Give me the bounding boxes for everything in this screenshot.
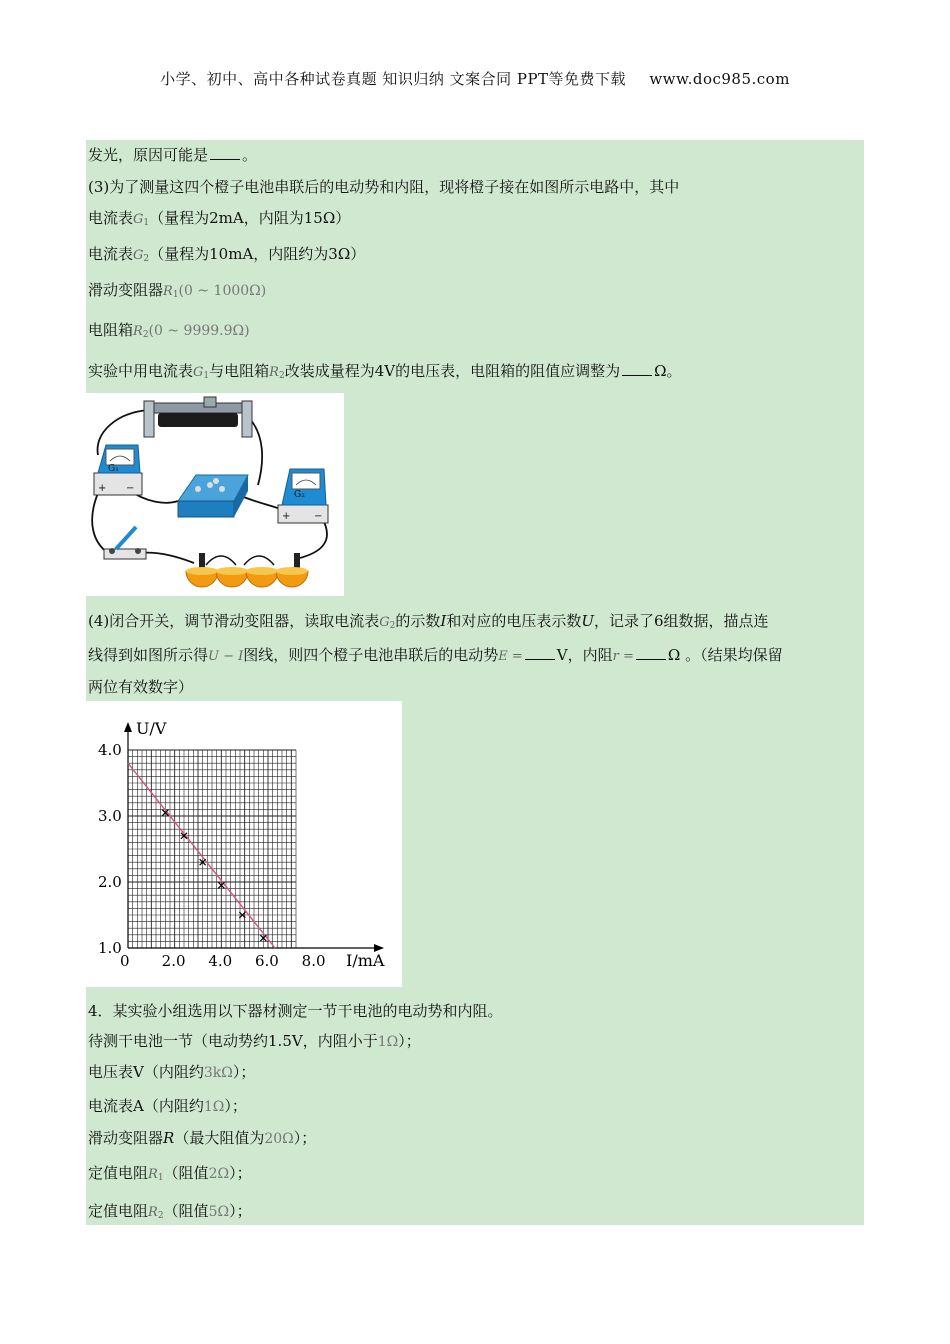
ammeter-g2-icon (278, 469, 328, 523)
r1-symbol: $R_1$ (163, 284, 179, 300)
material-voltmeter: 电压表V（内阻约3kΩ）； (88, 1063, 256, 1081)
svg-text:+: + (282, 511, 291, 522)
rheostat-icon (144, 397, 252, 437)
material-resistor-r2: 定值电阻$R_2$（阻值5Ω）； (88, 1202, 252, 1221)
answer-blank (210, 145, 240, 160)
ui-chart (86, 701, 402, 987)
ammeter-g2-spec: 电流表$G_2$（量程为10mA，内阻约为3Ω） (88, 245, 366, 264)
part-4-line-1: (4)闭合开关，调节滑动变阻器，读取电流表$G_2$的示数I和对应的电压表示数U，记录了6组数据，描点连 (88, 612, 769, 631)
resistance-box-icon (178, 475, 248, 517)
answer-blank (622, 361, 652, 376)
voltmeter-conversion-question: 实验中用电流表$G_1$与电阻箱$R_2$改装成量程为4V的电压表，电阻箱的阻值应调整为 Ω。 (88, 362, 682, 381)
part-4-line-2: 线得到如图所示得U − I图线，则四个橙子电池串联后的电动势E = V，内阻r = Ω 。（结果均保留 (88, 646, 783, 664)
orange-batteries-icon (186, 553, 308, 587)
circuit-figure (86, 393, 344, 596)
r2-symbol: $R_2$ (133, 324, 149, 340)
ui-chart-figure (86, 701, 402, 987)
question-4-title: 4．某实验小组选用以下器材测定一节干电池的电动势和内阻。 (88, 1002, 503, 1020)
header-text: 小学、初中、高中各种试卷真题 知识归纳 文案合同 PPT等免费下载 (160, 70, 627, 88)
y-tick-label: 4.0 (98, 741, 122, 759)
x-tick-label: 4.0 (208, 952, 233, 970)
y-tick-label: 2.0 (98, 873, 122, 891)
material-rheostat: 滑动变阻器R（最大阻值为20Ω）； (88, 1129, 317, 1147)
page-header (0, 68, 950, 89)
answer-blank (636, 645, 666, 660)
svg-text:G₂: G₂ (294, 490, 305, 500)
switch-icon (104, 527, 146, 559)
g1-symbol: $G_1$ (133, 212, 150, 228)
y-axis-label: U/V (136, 719, 167, 738)
part-4-line-3: 两位有效数字） (88, 678, 194, 696)
svg-text:+: + (98, 483, 107, 494)
rheostat-r1-spec: 滑动变阻器$R_1(0$ ~ 1000Ω) (88, 281, 267, 300)
ammeter-g1-icon (94, 445, 142, 495)
svg-text:−: − (314, 511, 323, 522)
material-battery: 待测干电池一节（电动势约1.5V，内阻小于1Ω）； (88, 1032, 421, 1050)
x-tick-label: 8.0 (301, 952, 326, 970)
g2-symbol: $G_2$ (133, 248, 150, 264)
x-axis-label: I/mA (346, 951, 385, 970)
y-tick-label: 3.0 (98, 807, 122, 825)
line-1: 发光，原因可能是 。 (88, 146, 258, 164)
ammeter-g1-spec: 电流表$G_1$（量程为2mA，内阻为15Ω） (88, 209, 351, 228)
answer-blank (525, 645, 555, 660)
svg-text:−: − (126, 483, 135, 494)
svg-text:G₁: G₁ (108, 464, 119, 474)
circuit-diagram (86, 393, 344, 596)
part-3-intro: (3)为了测量这四个橙子电池串联后的电动势和内阻，现将橙子接在如图所示电路中，其中 (88, 178, 680, 196)
question-content (86, 140, 864, 1225)
y-tick-label: 1.0 (98, 939, 122, 957)
header-site: www.doc985.com (649, 70, 790, 88)
x-tick-label: 0 (120, 952, 130, 970)
y-axis-arrow (124, 722, 132, 732)
x-tick-label: 6.0 (255, 952, 279, 970)
x-tick-label: 2.0 (161, 952, 186, 970)
resistor-box-r2-spec: 电阻箱$R_2(0$ ~ 9999.9Ω) (88, 321, 250, 340)
material-ammeter: 电流表A（内阻约1Ω）； (88, 1097, 247, 1115)
material-resistor-r1: 定值电阻$R_1$（阻值2Ω）； (88, 1164, 252, 1183)
